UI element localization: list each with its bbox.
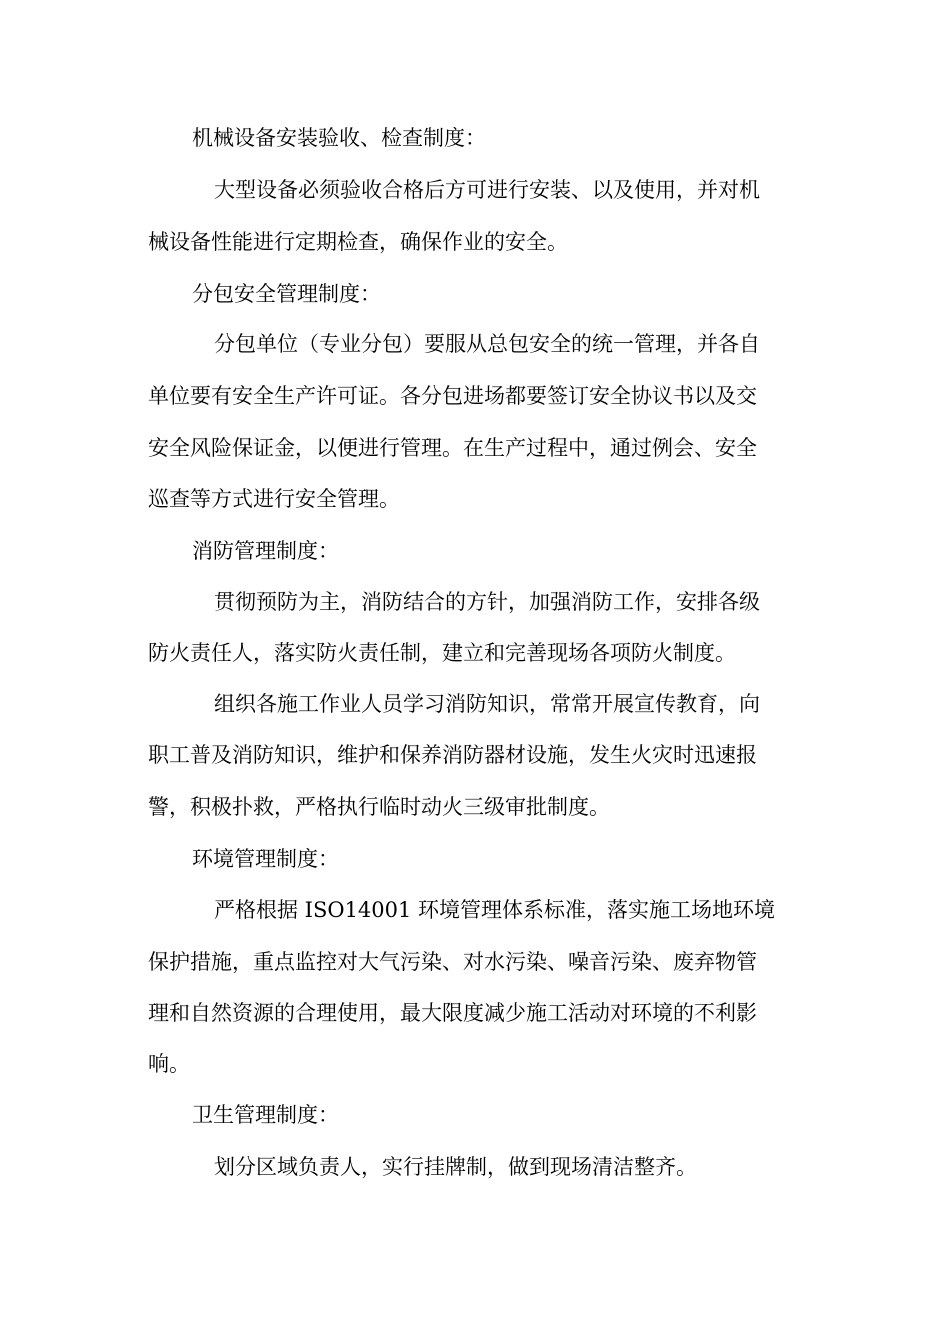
paragraph-line: 警，积极扑救，严格执行临时动火三级审批制度。 — [148, 795, 610, 819]
paragraph-line: 划分区域负责人，实行挂牌制，做到现场清洁整齐。 — [214, 1155, 697, 1179]
paragraph-line: 贯彻预防为主，消防结合的方针，加强消防工作，安排各级 — [214, 590, 760, 614]
paragraph-line: 响。 — [148, 1052, 190, 1076]
paragraph-line: 巡查等方式进行安全管理。 — [148, 487, 400, 511]
section-heading-hygiene: 卫生管理制度： — [192, 1103, 339, 1127]
paragraph-line: 严格根据 ISO14001 环境管理体系标准，落实施工场地环境 — [214, 898, 776, 922]
paragraph-line: 理和自然资源的合理使用，最大限度减少施工活动对环境的不利影 — [148, 1001, 757, 1025]
paragraph-line: 大型设备必须验收合格后方可进行安装、以及使用，并对机 — [214, 178, 760, 202]
paragraph-line: 单位要有安全生产许可证。各分包进场都要签订安全协议书以及交 — [148, 384, 757, 408]
section-heading-subcontract: 分包安全管理制度： — [192, 282, 381, 306]
section-heading-machinery: 机械设备安装验收、检查制度： — [192, 126, 486, 150]
paragraph-line: 组织各施工作业人员学习消防知识，常常开展宣传教育，向 — [214, 692, 760, 716]
section-heading-fire: 消防管理制度： — [192, 539, 339, 563]
paragraph-line: 械设备性能进行定期检查，确保作业的安全。 — [148, 230, 568, 254]
paragraph-line: 职工普及消防知识，维护和保养消防器材设施，发生火灾时迅速报 — [148, 743, 757, 767]
paragraph-line: 安全风险保证金，以便进行管理。在生产过程中，通过例会、安全 — [148, 436, 757, 460]
paragraph-line: 分包单位（专业分包）要服从总包安全的统一管理，并各自 — [214, 332, 760, 356]
paragraph-line: 保护措施，重点监控对大气污染、对水污染、噪音污染、废弃物管 — [148, 950, 757, 974]
paragraph-line: 防火责任人，落实防火责任制，建立和完善现场各项防火制度。 — [148, 641, 736, 665]
section-heading-environment: 环境管理制度： — [192, 847, 339, 871]
